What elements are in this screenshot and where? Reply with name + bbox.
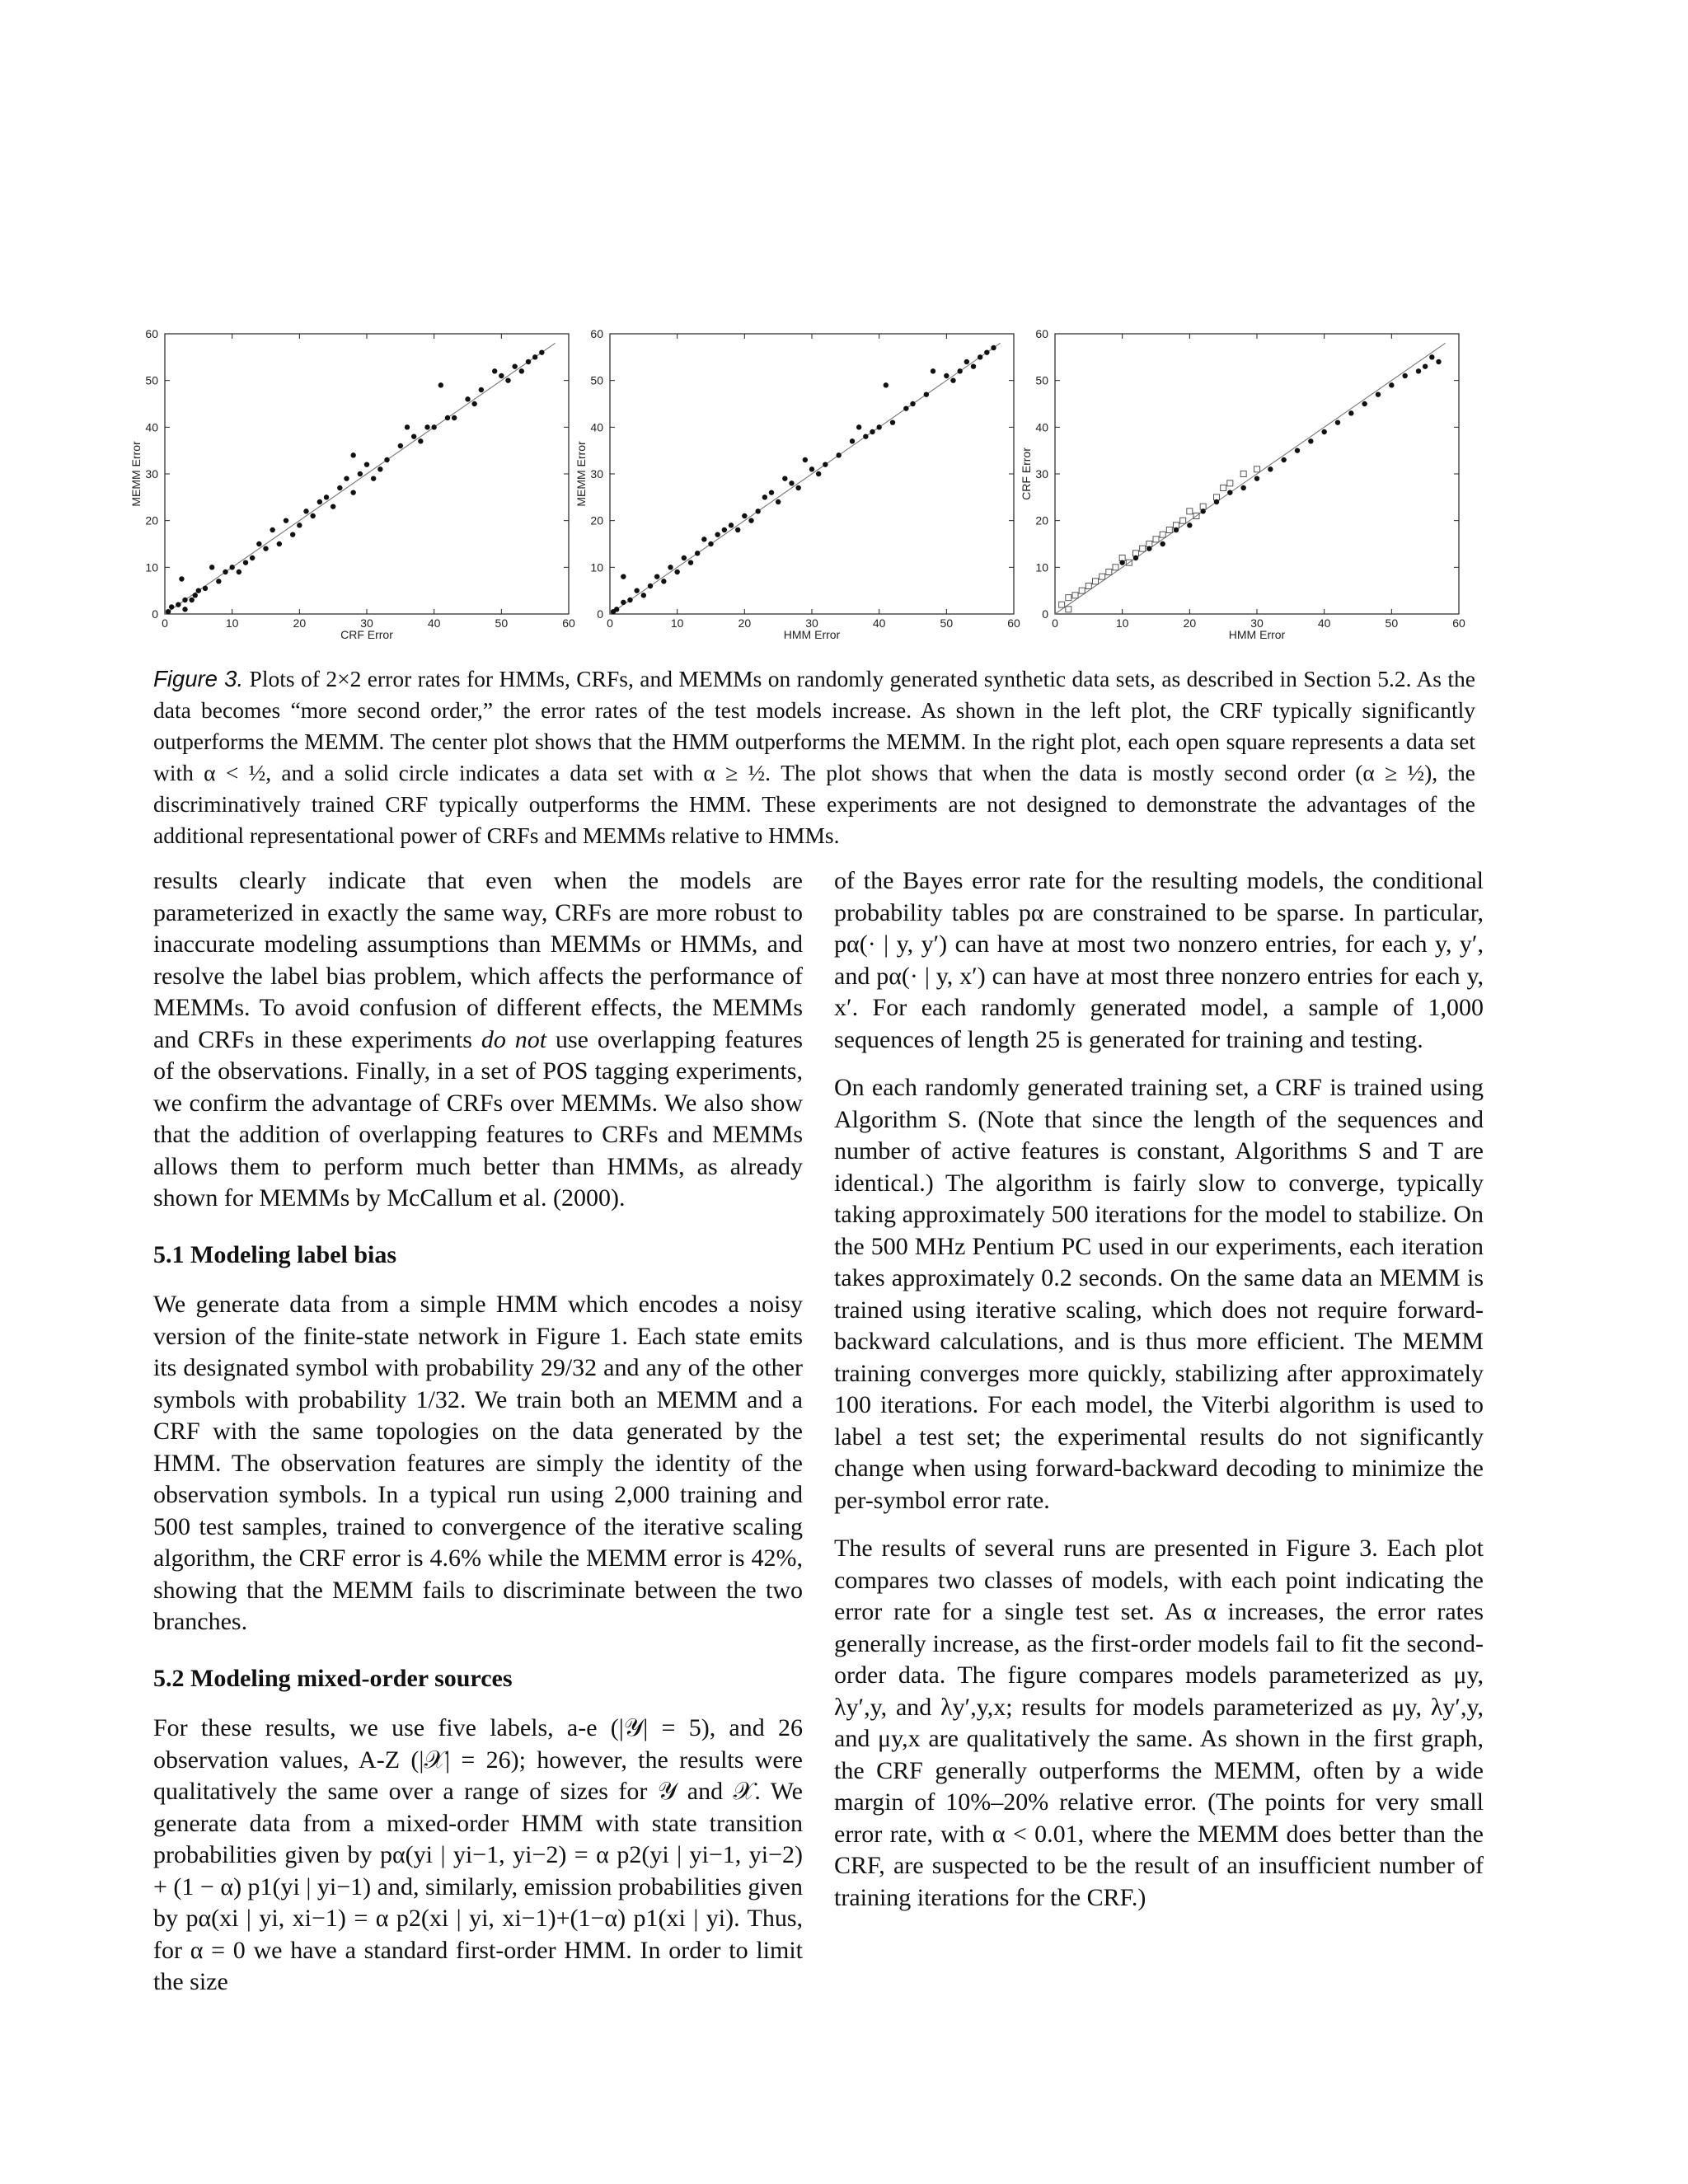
section-heading-5-1: 5.1 Modeling label bias: [153, 1240, 397, 1268]
data-point-circle: [1187, 523, 1192, 527]
y-tick-label: 10: [1035, 560, 1048, 574]
data-point-circle: [179, 576, 184, 581]
data-point-square: [1221, 485, 1226, 491]
data-point-circle: [836, 452, 841, 457]
data-point-circle: [668, 565, 673, 569]
data-point-circle: [1436, 359, 1441, 364]
data-point-circle: [674, 569, 679, 574]
y-tick-label: 20: [590, 513, 603, 527]
data-point-square: [1166, 527, 1172, 533]
data-point-square: [1085, 583, 1091, 589]
data-point-circle: [277, 541, 282, 546]
data-point-circle: [203, 586, 208, 591]
data-point-circle: [682, 555, 687, 560]
data-point-circle: [944, 373, 949, 378]
data-point-square: [1106, 569, 1112, 575]
data-point-circle: [816, 471, 821, 476]
data-point-square: [1140, 546, 1146, 551]
diagonal-line: [1055, 343, 1446, 614]
data-point-circle: [748, 518, 753, 523]
data-point-circle: [884, 382, 889, 387]
data-point-circle: [803, 457, 808, 462]
data-point-circle: [182, 598, 187, 602]
data-point-circle: [284, 518, 288, 523]
x-tick-label: 30: [805, 616, 818, 630]
data-point-circle: [243, 560, 248, 565]
data-point-circle: [654, 574, 659, 579]
data-point-circle: [735, 527, 740, 532]
data-point-circle: [331, 504, 335, 509]
y-tick-label: 30: [1035, 467, 1048, 480]
data-point-circle: [297, 523, 302, 527]
data-point-circle: [1227, 490, 1232, 494]
paragraph: results clearly indicate that even when the models are parameterized in exactly the same way, CRFs are more robust to inaccurate modeling assumptions than MEMMs or HMMs, and resolve the label bias problem, which affects the performance of MEMMs. To avoid confusion of different effects, the MEMMs and CRFs in these experiments do not use overlapping features of the observations. Finally, in a set of POS tagging experiments, we confirm the advantage of CRFs over MEMMs. We also show that the addition of overlapping features to CRFs and MEMMs allows them to perform much better than HMMs, as already shown for MEMMs by McCallum et al. (2000).: [153, 867, 803, 1212]
data-point-circle: [661, 579, 666, 583]
figure-caption: [153, 663, 1475, 851]
data-point-circle: [1376, 391, 1381, 396]
x-axis-label: HMM Error: [783, 628, 841, 641]
data-point-square: [1146, 541, 1152, 547]
data-point-circle: [1174, 527, 1179, 532]
data-point-circle: [505, 377, 510, 382]
data-point-circle: [364, 462, 369, 466]
data-point-circle: [782, 476, 787, 480]
y-tick-label: 40: [1035, 420, 1048, 434]
data-point-circle: [492, 368, 497, 373]
data-point-circle: [216, 579, 221, 583]
caption-label: Figure 3.: [153, 666, 244, 691]
x-tick-label: 50: [940, 616, 954, 630]
x-tick-label: 60: [1007, 616, 1020, 630]
data-point-circle: [344, 476, 349, 480]
data-point-circle: [256, 541, 261, 546]
data-point-square: [1066, 607, 1071, 612]
data-point-circle: [452, 415, 457, 420]
data-point-circle: [169, 604, 174, 609]
data-point-circle: [431, 424, 436, 429]
y-tick-label: 50: [590, 373, 603, 387]
y-tick-label: 60: [590, 327, 603, 340]
y-tick-label: 50: [1035, 373, 1048, 387]
x-tick-label: 20: [1183, 616, 1197, 630]
data-point-circle: [762, 494, 767, 499]
data-point-square: [1066, 595, 1071, 601]
x-axis-label: CRF Error: [340, 628, 393, 641]
data-point-circle: [209, 565, 214, 569]
data-point-circle: [910, 401, 915, 406]
data-point-circle: [398, 443, 403, 448]
data-point-circle: [424, 424, 429, 429]
data-point-circle: [870, 429, 874, 434]
data-point-circle: [290, 532, 295, 537]
data-point-circle: [411, 434, 416, 438]
data-point-circle: [465, 396, 470, 401]
y-tick-label: 0: [1042, 607, 1048, 621]
data-point-circle: [229, 565, 234, 569]
x-tick-label: 30: [360, 616, 373, 630]
data-point-circle: [708, 541, 713, 546]
data-point-square: [1093, 579, 1099, 584]
data-point-circle: [729, 523, 734, 527]
data-point-circle: [695, 551, 700, 555]
y-tick-label: 0: [152, 607, 158, 621]
y-axis-label: MEMM Error: [129, 441, 143, 507]
y-tick-label: 20: [145, 513, 158, 527]
data-point-circle: [776, 499, 781, 504]
data-point-circle: [337, 485, 342, 490]
x-tick-label: 0: [607, 616, 613, 630]
y-tick-label: 60: [1035, 327, 1048, 340]
data-point-circle: [1416, 368, 1421, 373]
x-tick-label: 20: [293, 616, 307, 630]
diagonal-line: [610, 343, 1001, 614]
data-point-circle: [250, 555, 255, 560]
data-point-circle: [1295, 448, 1300, 452]
data-point-circle: [903, 405, 908, 410]
data-point-circle: [324, 494, 329, 499]
data-point-circle: [310, 513, 315, 518]
x-tick-label: 60: [562, 616, 575, 630]
data-point-square: [1119, 555, 1125, 561]
data-point-circle: [1254, 476, 1259, 480]
data-point-circle: [1268, 466, 1273, 471]
data-point-circle: [755, 509, 760, 513]
data-point-circle: [384, 457, 389, 462]
data-point-square: [1153, 537, 1159, 542]
y-tick-label: 10: [145, 560, 158, 574]
data-point-circle: [526, 359, 531, 364]
data-point-circle: [358, 471, 363, 476]
data-point-circle: [769, 490, 774, 494]
data-point-circle: [850, 438, 855, 443]
x-axis-label: HMM Error: [1228, 628, 1286, 641]
data-point-circle: [303, 509, 308, 513]
data-point-circle: [512, 363, 517, 368]
data-point-circle: [641, 593, 646, 598]
data-point-circle: [1362, 401, 1367, 406]
data-point-circle: [809, 466, 814, 471]
data-point-circle: [856, 424, 861, 429]
data-point-square: [1100, 574, 1105, 579]
data-point-circle: [1281, 457, 1286, 462]
data-point-circle: [1200, 509, 1205, 513]
data-point-circle: [964, 359, 969, 364]
data-point-square: [1160, 532, 1165, 537]
x-tick-label: 50: [495, 616, 509, 630]
data-point-circle: [742, 513, 747, 518]
y-tick-label: 10: [590, 560, 603, 574]
data-point-circle: [722, 527, 727, 532]
data-point-circle: [445, 415, 450, 420]
data-point-square: [1174, 523, 1179, 528]
data-point-circle: [499, 373, 504, 378]
data-point-circle: [978, 354, 982, 359]
y-axis-label: CRF Error: [1020, 448, 1033, 500]
data-point-circle: [789, 480, 794, 485]
data-point-circle: [418, 438, 423, 443]
y-tick-label: 0: [597, 607, 603, 621]
data-point-circle: [1308, 438, 1313, 443]
data-point-circle: [1402, 373, 1407, 378]
data-point-circle: [438, 382, 443, 387]
data-point-circle: [166, 609, 171, 614]
data-point-circle: [532, 354, 537, 359]
data-point-circle: [648, 583, 653, 588]
x-tick-label: 0: [1052, 616, 1058, 630]
data-point-circle: [317, 499, 322, 504]
data-point-circle: [539, 349, 544, 354]
data-point-circle: [971, 363, 976, 368]
data-point-circle: [621, 600, 626, 605]
paragraph: of the Bayes error rate for the resulting models, the conditional probability tables pα are constrained to be sparse. In particular, pα(· | y, y′) can have at most two nonzero entries, for each y, y′, and pα(· | y, x′) can have at most three nonzero entries for each y, x′. For each randomly generated model, a sample of 1,000 sequences of length 25 is generated for training and testing.: [834, 867, 1484, 1053]
data-point-circle: [1321, 429, 1326, 434]
data-point-square: [1079, 588, 1085, 593]
x-tick-label: 20: [738, 616, 752, 630]
data-point-circle: [1160, 541, 1165, 546]
paragraph: For these results, we use five labels, a-e (|𝒴| = 5), and 26 observation values, A-Z (|𝒳| = 26); however, the results were qualitatively the same over a range of sizes for 𝒴 and 𝒳. We generate data from a mixed-order HMM with state transition probabilities given by pα(yi | yi−1, yi−2) = α p2(yi | yi−1, yi−2) + (1 − α) p1(yi | yi−1) and, similarly, emission probabilities given by pα(xi | yi, xi−1) = α p2(xi | yi, xi−1)+(1−α) p1(xi | yi). Thus, for α = 0 we have a standard first-order HMM. In order to limit the size: [153, 1714, 803, 1995]
data-point-circle: [479, 387, 484, 392]
paragraph: On each randomly generated training set, a CRF is trained using Algorithm S. (Note that since the length of the sequences and number of active features is constant, Algorithms S and T are identical.) The algorithm is fairly slow to converge, typically taking approximately 500 iterations for the model to stabilize. On the 500 MHz Pentium PC used in our experiments, each iteration takes approximately 0.2 seconds. On the same data an MEMM is trained using iterative scaling, which does not require forward-backward calculations, and is thus more efficient. The MEMM training converges more quickly, stabilizing after approximately 100 iterations. For each model, the Viterbi algorithm is used to label a test set; the experimental results do not significantly change when using forward-backward decoding to minimize the per-symbol error rate.: [834, 1074, 1484, 1514]
data-point-circle: [950, 377, 955, 382]
data-point-circle: [1429, 354, 1434, 359]
x-tick-label: 10: [1115, 616, 1129, 630]
data-point-circle: [1119, 560, 1124, 565]
paragraph: The results of several runs are presented in Figure 3. Each plot compares two classes of models, with each point indicating the error rate for a single test set. As α increases, the error rates generally increase, as the first-order models fail to fit the second-order data. The figure compares models parameterized as μy, λy′,y, and λy′,y,x; results for models parameterized as μy, λy′,y, and μy,x are qualitatively the same. As shown in the first graph, the CRF generally outperforms the MEMM, often by a wide margin of 10%–20% relative error. (The points for very small error rate, with α < 0.01, where the MEMM does better than the CRF, are suspected to be the result of an insufficient number of training iterations for the CRF.): [834, 1535, 1484, 1911]
data-point-circle: [1133, 555, 1138, 560]
data-point-square: [1133, 551, 1139, 556]
data-point-circle: [991, 345, 996, 350]
data-point-circle: [182, 607, 187, 612]
data-point-square: [1200, 504, 1206, 509]
y-tick-label: 40: [145, 420, 158, 434]
data-point-circle: [1423, 363, 1428, 368]
data-point-square: [1240, 471, 1246, 477]
data-point-square: [1180, 518, 1186, 523]
figure-3: [115, 313, 1467, 659]
figure-3-plots: [115, 313, 1467, 659]
data-point-circle: [1348, 410, 1353, 415]
x-tick-label: 60: [1452, 616, 1465, 630]
y-tick-label: 20: [1035, 513, 1048, 527]
data-point-circle: [701, 537, 706, 541]
data-point-square: [1227, 480, 1233, 486]
data-point-circle: [621, 574, 626, 579]
data-point-circle: [405, 424, 410, 429]
y-tick-label: 40: [590, 420, 603, 434]
left-column: [153, 865, 803, 1999]
data-point-circle: [876, 424, 881, 429]
x-tick-label: 30: [1250, 616, 1264, 630]
y-tick-label: 30: [145, 467, 158, 480]
data-point-circle: [1335, 419, 1340, 424]
data-point-circle: [627, 598, 632, 602]
data-point-circle: [634, 588, 639, 593]
data-point-circle: [957, 368, 962, 373]
data-point-circle: [471, 401, 476, 406]
data-point-circle: [371, 476, 376, 480]
data-point-square: [1187, 509, 1193, 514]
y-axis-label: MEMM Error: [574, 441, 588, 507]
right-column: [834, 865, 1484, 1914]
data-point-circle: [377, 466, 382, 471]
x-tick-label: 40: [1317, 616, 1331, 630]
y-tick-label: 60: [145, 327, 158, 340]
x-tick-label: 0: [162, 616, 168, 630]
data-point-circle: [270, 527, 274, 532]
data-point-circle: [795, 485, 800, 490]
data-point-square: [1072, 593, 1078, 598]
data-point-circle: [189, 598, 194, 602]
data-point-square: [1254, 466, 1260, 472]
x-tick-label: 10: [670, 616, 684, 630]
data-point-circle: [1146, 546, 1151, 551]
data-point-circle: [196, 588, 201, 593]
data-point-circle: [223, 569, 227, 574]
data-point-circle: [688, 560, 693, 565]
data-point-circle: [1214, 499, 1219, 504]
x-tick-label: 40: [427, 616, 441, 630]
caption-text: Plots of 2×2 error rates for HMMs, CRFs, and MEMMs on randomly generated synthetic data sets, as described in Section 5.2. As the data becomes “more second order,” the error rates of the test models increase. As shown in the left plot, the CRF typically significantly outperforms the MEMM. The center plot shows that the HMM outperforms the MEMM. In the right plot, each open square represents a data set with α < ½, and a solid circle indicates a data set with α ≥ ½. The plot shows that when the data is mostly second order (α ≥ ½), the discriminatively trained CRF typically outperforms the HMM. These experiments are not designed to demonstrate the advantages of the additional representational power of CRFs and MEMMs relative to HMMs.: [153, 666, 1476, 848]
x-tick-label: 10: [225, 616, 239, 630]
paragraph: We generate data from a simple HMM which encodes a noisy version of the finite-state network in Figure 1. Each state emits its designated symbol with probability 29/32 and any of the other symbols with probability 1/32. We train both an MEMM and a CRF with the same topologies on the data generated by the HMM. The observation features are simply the identity of the observation symbols. In a typical run using 2,000 training and 500 test samples, trained to convergence of the iterative scaling algorithm, the CRF error is 4.6% while the MEMM error is 42%, showing that the MEMM fails to discriminate between the two branches.: [153, 1291, 803, 1635]
section-heading-5-2: 5.2 Modeling mixed-order sources: [153, 1664, 513, 1692]
x-tick-label: 40: [872, 616, 886, 630]
data-point-circle: [350, 452, 355, 457]
data-point-square: [1214, 494, 1220, 500]
y-tick-label: 50: [145, 373, 158, 387]
data-point-circle: [715, 532, 720, 537]
y-tick-label: 30: [590, 467, 603, 480]
data-point-circle: [519, 368, 524, 373]
data-point-circle: [263, 546, 268, 551]
data-point-circle: [176, 602, 181, 607]
data-point-circle: [193, 593, 198, 598]
data-point-circle: [237, 569, 241, 574]
data-point-circle: [1240, 485, 1245, 490]
data-point-circle: [890, 419, 895, 424]
data-point-circle: [614, 607, 619, 612]
data-point-circle: [823, 462, 828, 466]
data-point-circle: [863, 434, 868, 438]
data-point-circle: [924, 391, 929, 396]
data-point-circle: [1389, 382, 1394, 387]
data-point-square: [1059, 602, 1065, 607]
data-point-circle: [931, 368, 935, 373]
data-point-square: [1113, 565, 1118, 570]
data-point-circle: [984, 349, 989, 354]
x-tick-label: 50: [1385, 616, 1399, 630]
data-point-circle: [350, 490, 355, 494]
